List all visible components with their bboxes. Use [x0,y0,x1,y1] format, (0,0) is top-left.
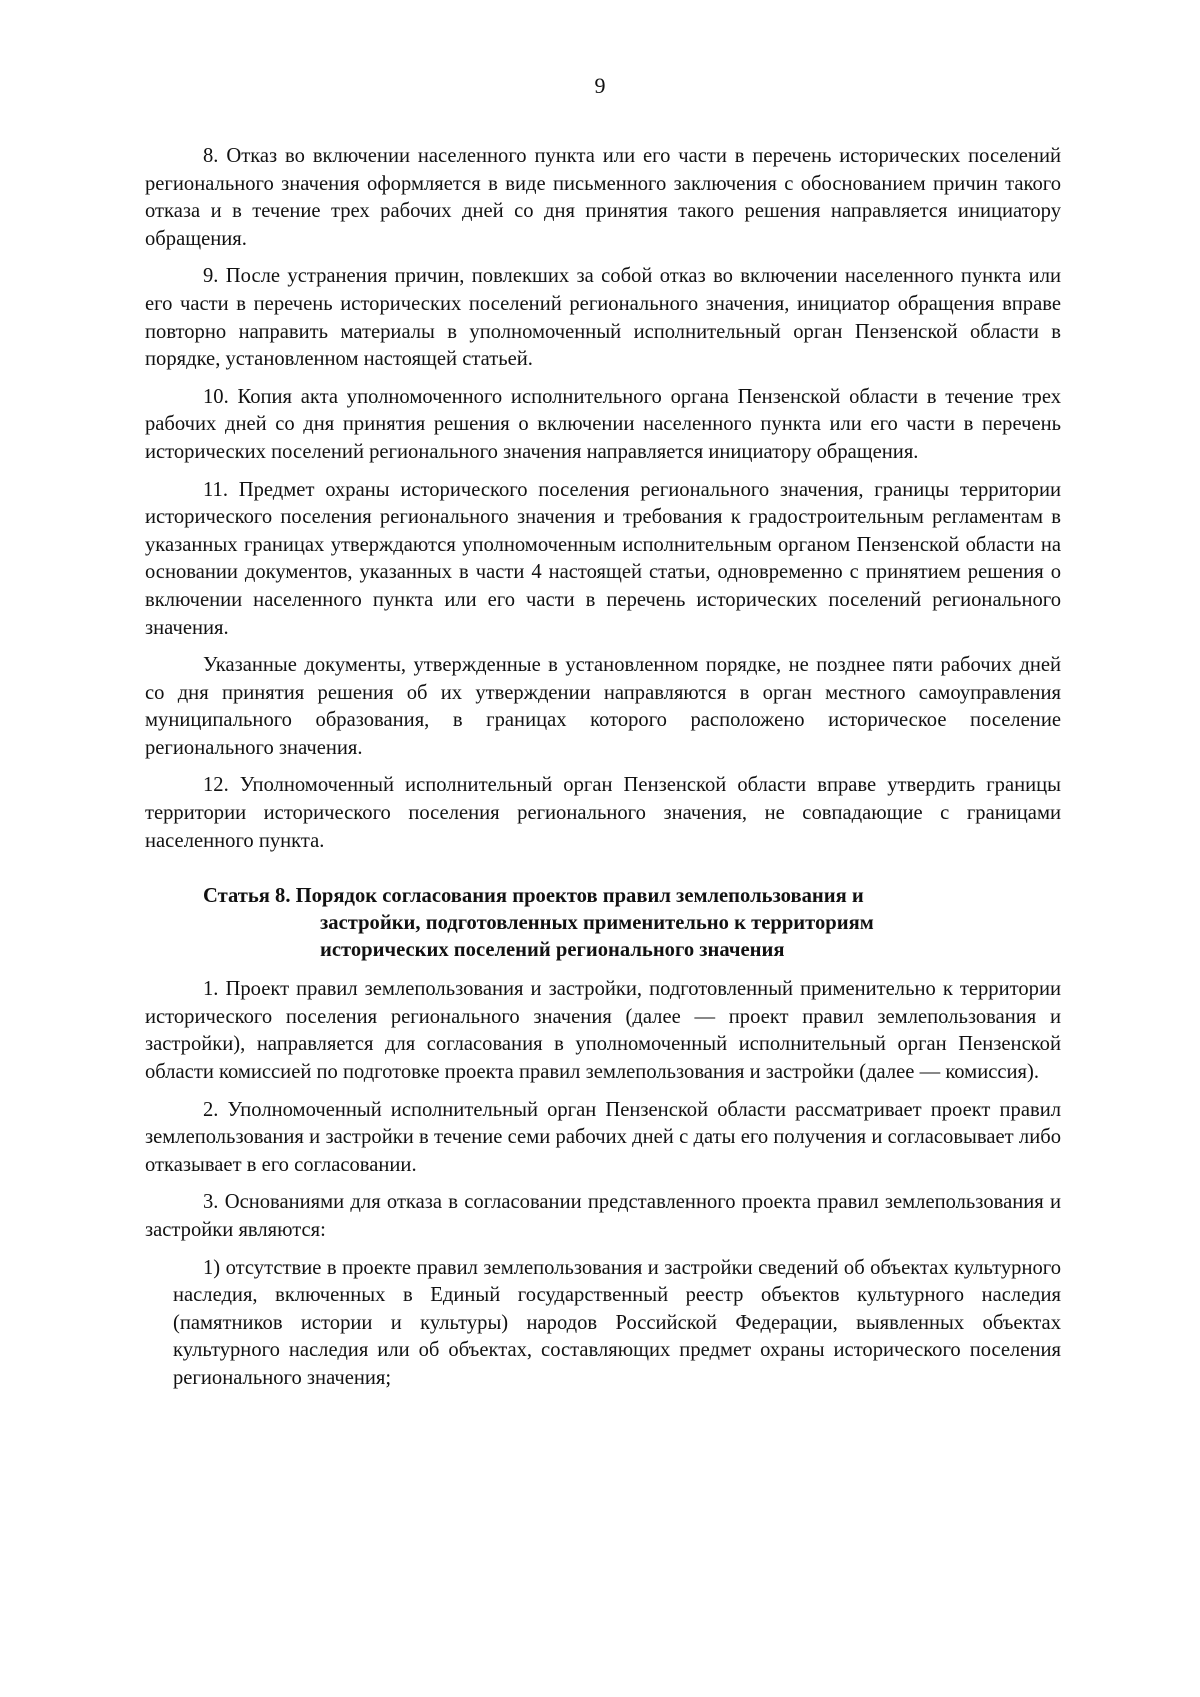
paragraph-part-11: 11. Предмет охраны исторического поселения регионального значения, границы территории исторического поселения регионального значения и требования к градостроительным регламентам в указанных границах утверждаются уполномоченным исполнительным органом Пензенской области на основании документов, указанных в части 4 настоящей статьи, одновременно с принятием решения о включении населенного пункта или его части в перечень исторических поселений регионального значения. [145,478,1061,639]
article-heading-line-1: Статья 8. Порядок согласования проектов правил землепользования и [203,885,864,908]
document-body [145,143,1061,1403]
article-heading-line-3: исторических поселений регионального значения [320,939,785,962]
article-8-part-3-item-1: 1) отсутствие в проекте правил землепользования и застройки сведений об объектах культурного наследия, включенных в Единый государственный реестр объектов культурного наследия (памятников истории и культуры) народов Российской Федерации, выявленных объектах культурного наследия или об объектах, составляющих предмет охраны исторического поселения регионального значения; [173,1256,1061,1389]
paragraph-part-11-continued: Указанные документы, утвержденные в установленном порядке, не позднее пяти рабочих дней со дня принятия решения об их утверждении направляются в орган местного самоуправления муниципального образования, в границах которого расположено историческое поселение регионального значения. [145,654,1061,759]
article-8-part-1: 1. Проект правил землепользования и застройки, подготовленный применительно к территории исторического поселения регионального значения (далее — проект правил землепользования и застройки), направляется для согласования в уполномоченный исполнительный орган Пензенской области комиссией по подготовке проекта правил землепользования и застройки (далее — комиссия). [145,978,1061,1084]
paragraph-part-10: 10. Копия акта уполномоченного исполнительного органа Пензенской области в течение трех рабочих дней со дня принятия решения о включении населенного пункта или его части в перечень исторических поселений регионального значения направляется инициатору обращения. [145,385,1061,463]
paragraph-part-8: 8. Отказ во включении населенного пункта или его части в перечень исторических поселений регионального значения оформляется в виде письменного заключения с обоснованием причин такого отказа и в течение трех рабочих дней со дня принятия такого решения направляется инициатору обращения. [145,145,1061,250]
article-heading-line-2: застройки, подготовленных применительно к территориям [320,912,874,935]
paragraph-part-12: 12. Уполномоченный исполнительный орган Пензенской области вправе утвердить границы территории исторического поселения регионального значения, не совпадающие с границами населенного пункта. [145,774,1061,852]
paragraph-part-9: 9. После устранения причин, повлекших за собой отказ во включении населенного пункта или его части в перечень исторических поселений регионального значения, инициатор обращения вправе повторно направить материалы в уполномоченный исполнительный орган Пензенской области в порядке, установленном настоящей статьей. [145,265,1061,371]
article-8-part-3: 3. Основаниями для отказа в согласовании представленного проекта правил землепользования и застройки являются: [145,1191,1061,1241]
page-number: 9 [594,73,606,98]
article-8-heading [145,883,1061,964]
article-8-part-2: 2. Уполномоченный исполнительный орган Пензенской области рассматривает проект правил землепользования и застройки в течение семи рабочих дней с даты его получения и согласовывает либо отказывает в его согласовании. [145,1098,1061,1176]
